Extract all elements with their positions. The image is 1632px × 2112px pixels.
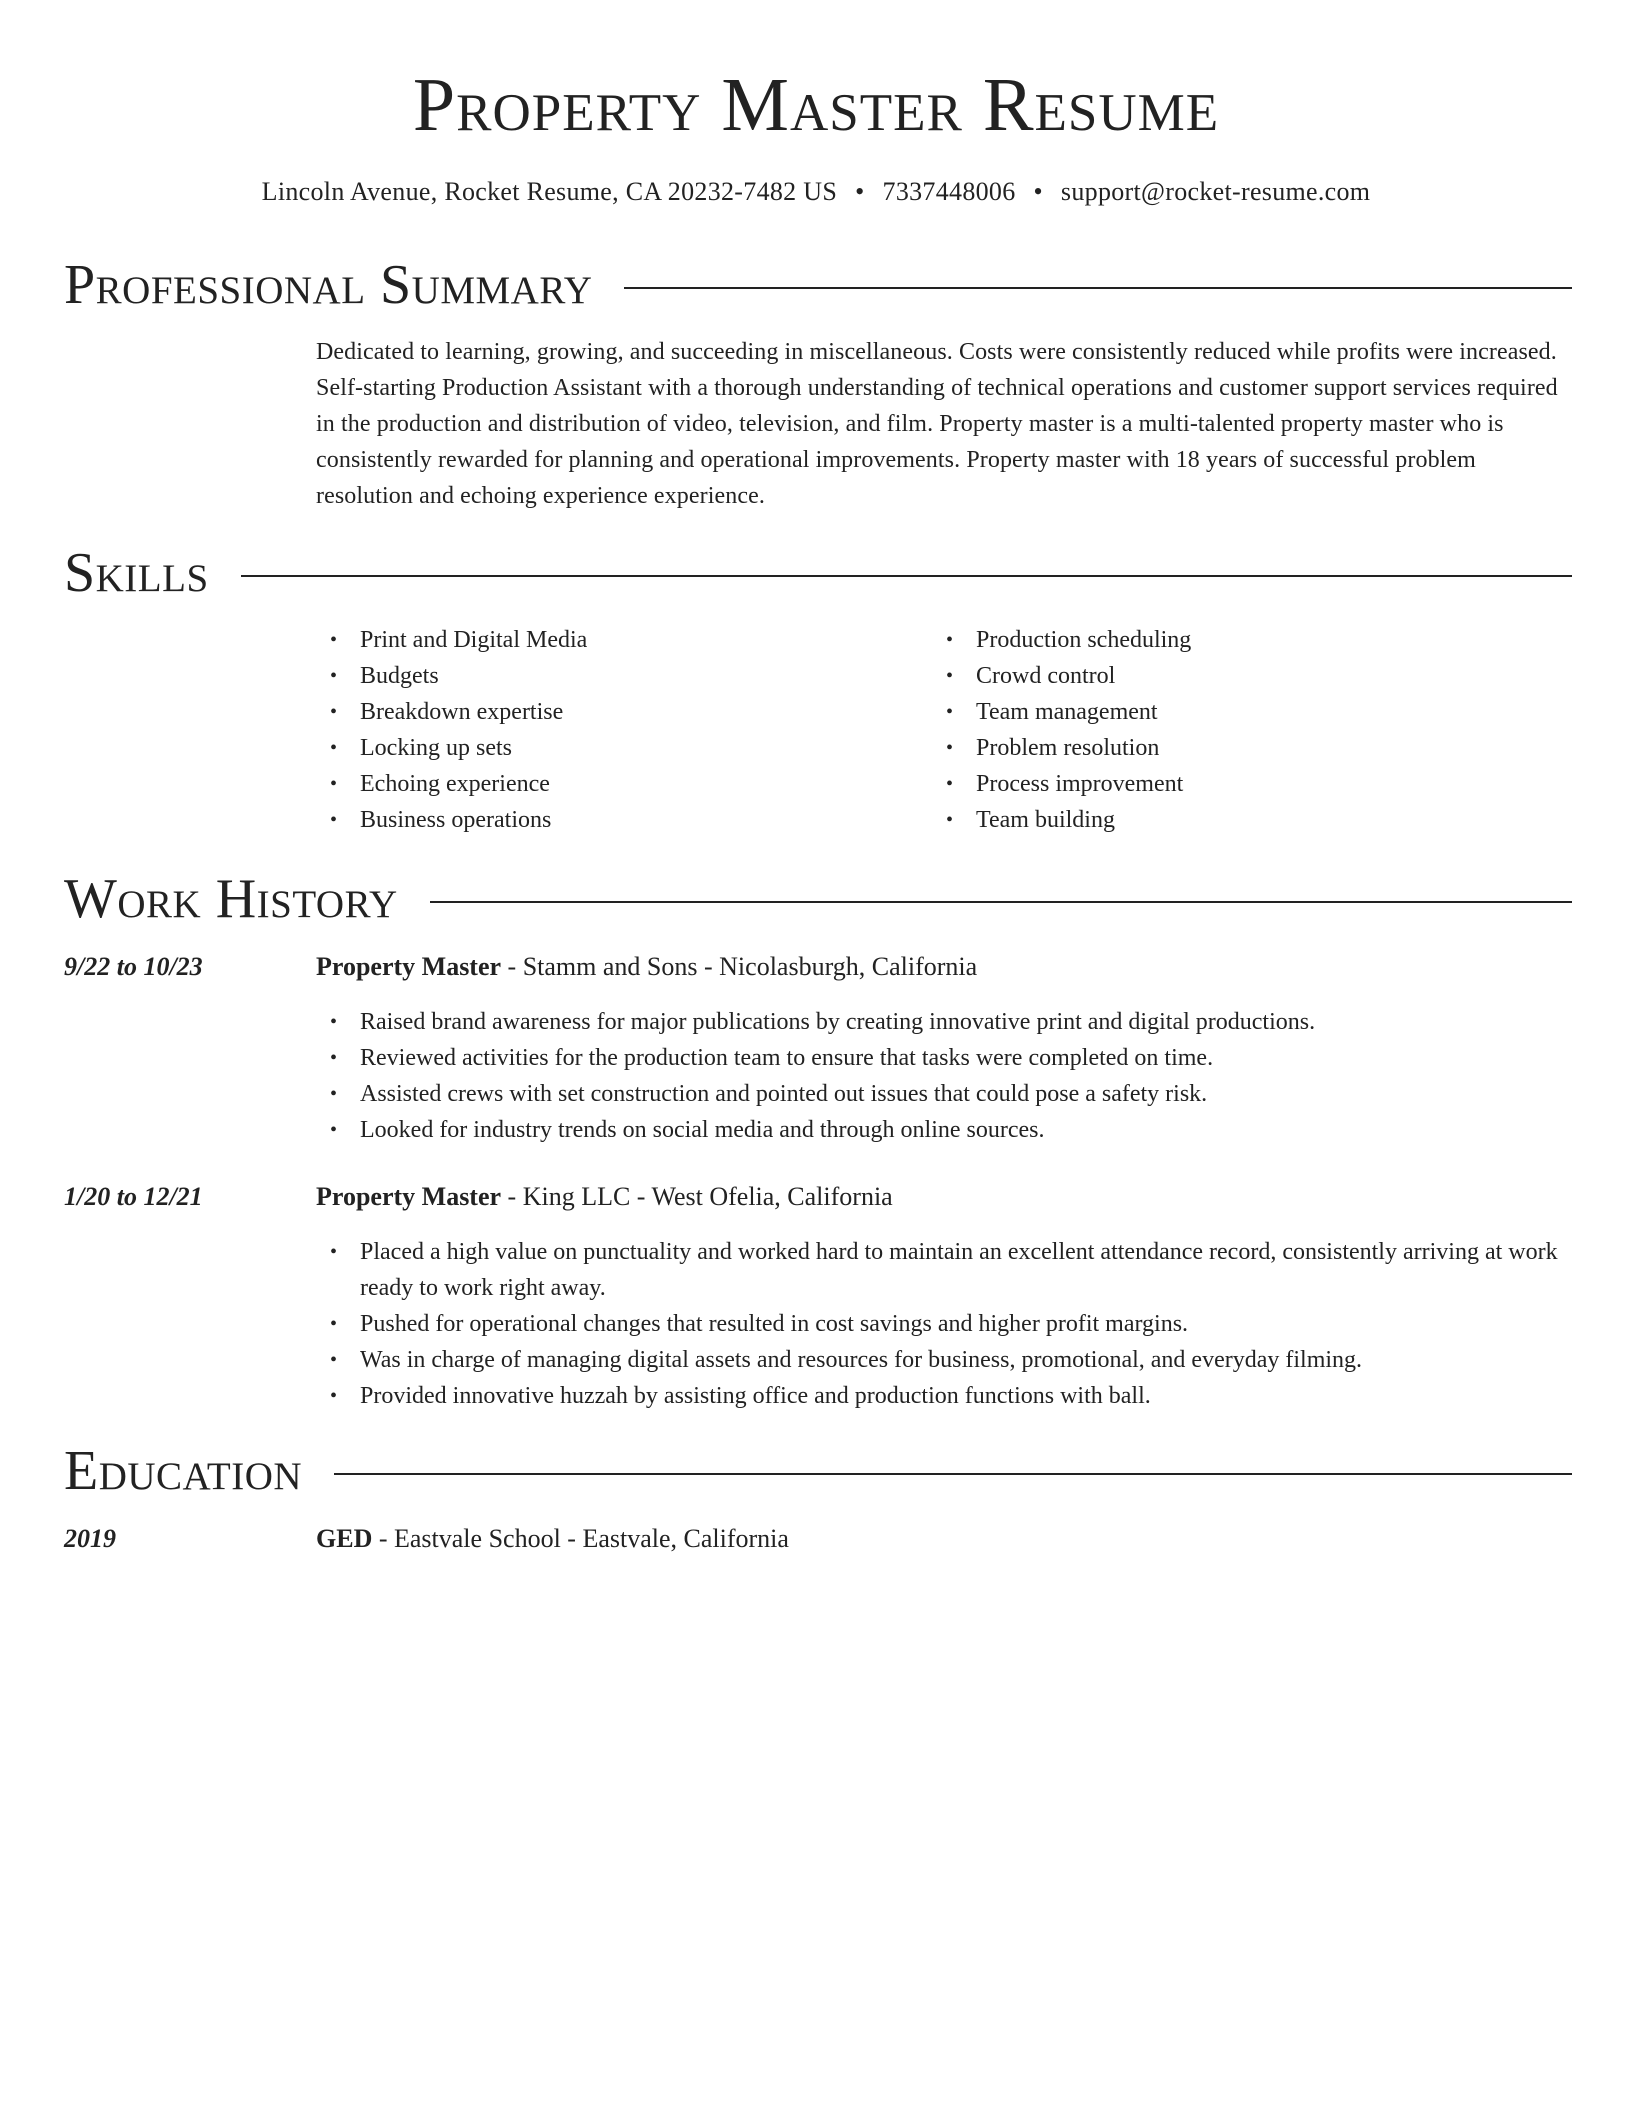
education-heading: Education <box>64 1440 303 1502</box>
job-dates: 9/22 to 10/23 <box>64 952 203 981</box>
contact-address: Lincoln Avenue, Rocket Resume, CA 20232-7482 US <box>261 177 838 206</box>
job-bullet: • Looked for industry trends on social media and through online sources. <box>330 1117 1045 1143</box>
work-section-header <box>64 866 1572 932</box>
summary-heading: Professional Summary <box>64 254 593 316</box>
job-title: Property Master <box>316 952 502 981</box>
contact-line <box>0 175 1632 209</box>
skill-item: • Locking up sets <box>330 735 512 761</box>
job-bullet: • Reviewed activities for the production team to ensure that tasks were completed on time. <box>330 1045 1214 1071</box>
skill-item: • Print and Digital Media <box>330 627 588 653</box>
skills-left-column <box>316 622 916 838</box>
job-dates: 1/20 to 12/21 <box>64 1182 203 1211</box>
job-heading <box>316 1180 1572 1214</box>
job-heading <box>316 950 1572 984</box>
education-degree: GED <box>316 1524 373 1553</box>
skill-item: • Problem resolution <box>946 735 1160 761</box>
job-bullet: • Raised brand awareness for major publications by creating innovative print and digital productions. <box>330 1009 1316 1035</box>
contact-separator: • <box>855 177 865 206</box>
skills-right-column <box>932 622 1532 838</box>
summary-paragraph: Dedicated to learning, growing, and succeeding in miscellaneous. Costs were consistently reduced while profits were increased. Self-starting Production Assistant with a thorough understanding of technical operations and customer support services required in the production and distribution of video, television, and film. Property master is a multi-talented property master who is consistently rewarded for planning and operational improvements. Property master with 18 years of successful problem resolution and echoing experience experience. <box>316 339 1558 509</box>
skill-item: • Team building <box>946 807 1115 833</box>
section-divider <box>241 575 1572 577</box>
job-company: - Stamm and Sons - Nicolasburgh, California <box>501 952 978 981</box>
skill-item: • Business operations <box>330 807 552 833</box>
education-entry <box>316 1522 1572 1556</box>
work-heading: Work History <box>64 868 398 930</box>
job-title: Property Master <box>316 1182 502 1211</box>
section-divider <box>430 901 1572 903</box>
education-year: 2019 <box>64 1524 116 1553</box>
section-divider <box>334 1473 1572 1475</box>
contact-phone: 7337448006 <box>882 177 1016 206</box>
page-title: Property Master Resume <box>412 63 1220 147</box>
skill-item: • Echoing experience <box>330 771 550 797</box>
skills-heading: Skills <box>64 542 209 604</box>
contact-email: support@rocket-resume.com <box>1060 177 1371 206</box>
skill-item: • Crowd control <box>946 663 1116 689</box>
section-divider <box>624 287 1572 289</box>
skill-item: • Team management <box>946 699 1158 725</box>
skills-section-header <box>64 540 1572 606</box>
job-bullets <box>316 1234 1572 1414</box>
job-bullet: • Pushed for operational changes that resulted in cost savings and higher profit margins. <box>330 1311 1189 1337</box>
job-bullet: • Was in charge of managing digital assets and resources for business, promotional, and everyday filming. <box>330 1347 1363 1373</box>
skill-item: • Breakdown expertise <box>330 699 564 725</box>
job-company: - King LLC - West Ofelia, California <box>501 1182 893 1211</box>
job-bullets <box>316 1004 1572 1148</box>
education-section-header <box>64 1438 1572 1504</box>
skill-item: • Production scheduling <box>946 627 1192 653</box>
summary-section-header <box>64 252 1572 318</box>
job-bullet: • Provided innovative huzzah by assisting office and production functions with ball. <box>330 1383 1151 1409</box>
skill-item: • Process improvement <box>946 771 1184 797</box>
summary-text <box>316 334 1572 514</box>
education-school: - Eastvale School - Eastvale, California <box>372 1524 789 1553</box>
job-bullet: • Assisted crews with set construction and pointed out issues that could pose a safety risk. <box>330 1081 1208 1107</box>
contact-separator: • <box>1033 177 1043 206</box>
job-bullet: • Placed a high value on punctuality and worked hard to maintain an excellent attendance record, consistently arriving at work ready to work right away. <box>330 1239 1558 1301</box>
skill-item: • Budgets <box>330 663 439 689</box>
